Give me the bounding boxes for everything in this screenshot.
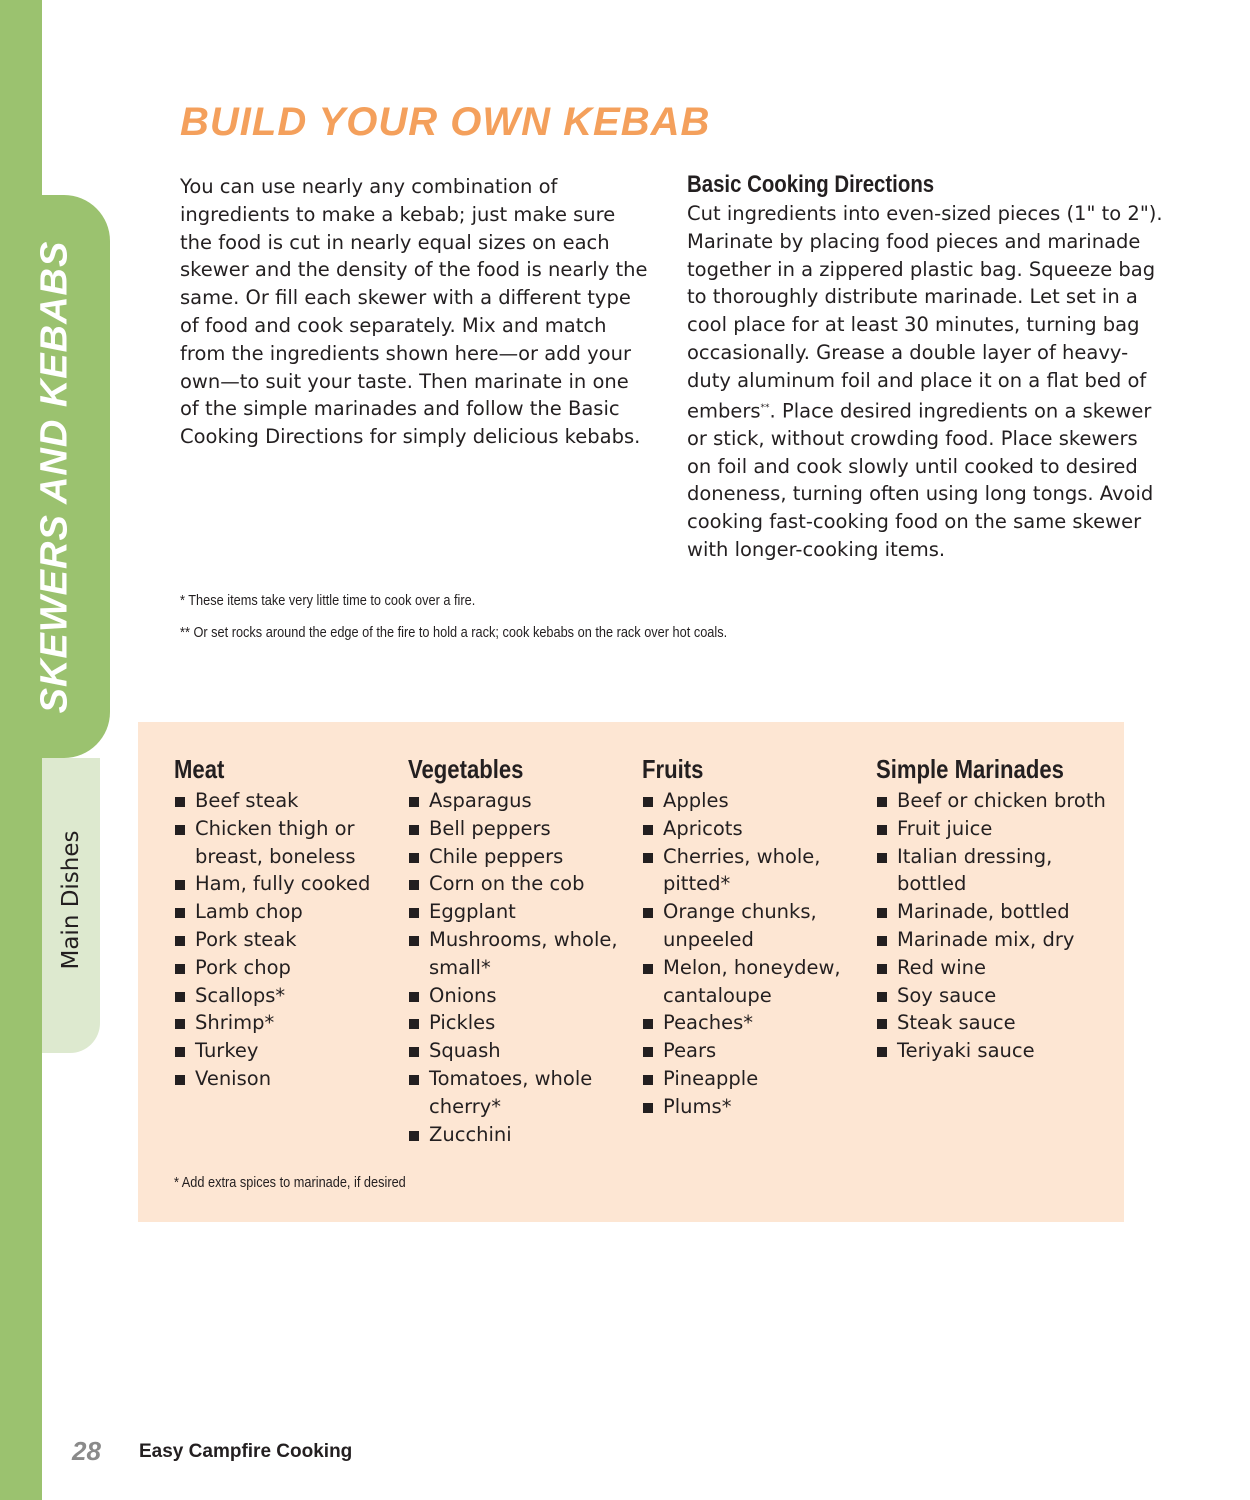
list-item: Scallops* [174, 982, 404, 1010]
list-item: Pickles [408, 1009, 638, 1037]
column-heading: Simple Marinades [876, 754, 1064, 784]
footnote-2: ** Or set rocks around the edge of the fire to hold a rack; cook kebabs on the rack over hot coals. [180, 624, 728, 641]
directions-text-a: Cut ingredients into even-sized pieces (1" to 2"). Marinate by placing food pieces and marinade together in a zippered plastic bag. Squeeze bag to thoroughly distribute marinade. Let set in a cool place for at least 30 minutes, turning bag occasionally. Grease a double layer of heavy-duty aluminum foil and place it on a flat bed of embers [687, 202, 1163, 423]
page-number: 28 [72, 1436, 101, 1466]
chapter-tab-label: Main Dishes [58, 830, 84, 970]
list-item: Venison [174, 1065, 404, 1093]
list-item: Chicken thigh or breast, boneless [174, 815, 404, 871]
list-item: Fruit juice [876, 815, 1106, 843]
list-item: Lamb chop [174, 898, 404, 926]
list-item: Plums* [642, 1093, 872, 1121]
list-item: Orange chunks, unpeeled [642, 898, 872, 954]
directions-text-b: . Place desired ingredients on a skewer or stick, without crowding food. Place skewers on foil and cook slowly until cooked to desired doneness, turning often using long tongs. Avoid cooking fast-cooking food on the same skewer with longer-cooking items. [687, 399, 1154, 562]
list-item: Onions [408, 982, 638, 1010]
list-item: Soy sauce [876, 982, 1106, 1010]
list-item: Cherries, whole, pitted* [642, 843, 872, 899]
list-item: Apricots [642, 815, 872, 843]
list-item: Red wine [876, 954, 1106, 982]
list-item: Steak sauce [876, 1009, 1106, 1037]
footnote-1: * These items take very little time to cook over a fire. [180, 592, 476, 609]
list-item: Peaches* [642, 1009, 872, 1037]
list-item: Pears [642, 1037, 872, 1065]
ingredient-list [408, 787, 638, 1148]
column-heading: Fruits [642, 754, 704, 784]
intro-paragraph: You can use nearly any combination of ingredients to make a kebab; just make sure the food is cut in nearly equal sizes on each skewer and the density of the food is nearly the same. Or fill each skewer with a different type of food and cook separately. Mix and match from the ingredients shown here—or add your own—to suit your taste. Then marinate in one of the simple marinades and follow the Basic Cooking Directions for simply delicious kebabs. [180, 175, 648, 449]
chapter-tab [42, 758, 100, 1053]
ingredient-list [642, 787, 872, 1121]
list-item: Bell peppers [408, 815, 638, 843]
page-title: BUILD YOUR OWN KEBAB [180, 100, 711, 144]
box-footnote: * Add extra spices to marinade, if desired [174, 1174, 406, 1191]
list-item: Marinade, bottled [876, 898, 1106, 926]
list-item: Squash [408, 1037, 638, 1065]
list-item: Corn on the cob [408, 870, 638, 898]
ingredient-column-meat [174, 754, 404, 1093]
ingredient-list [876, 787, 1106, 1065]
column-heading: Meat [174, 754, 225, 784]
directions-heading: Basic Cooking Directions [687, 171, 935, 198]
list-item: Teriyaki sauce [876, 1037, 1106, 1065]
list-item: Italian dressing, bottled [876, 843, 1106, 899]
list-item: Turkey [174, 1037, 404, 1065]
list-item: Beef steak [174, 787, 404, 815]
list-item: Chile peppers [408, 843, 638, 871]
list-item: Beef or chicken broth [876, 787, 1106, 815]
list-item: Pork chop [174, 954, 404, 982]
column-heading: Vegetables [408, 754, 524, 784]
list-item: Marinade mix, dry [876, 926, 1106, 954]
list-item: Apples [642, 787, 872, 815]
ingredient-column-simple-marinades [876, 754, 1106, 1065]
cooking-directions [687, 170, 1167, 564]
list-item: Shrimp* [174, 1009, 404, 1037]
ingredient-column-vegetables [408, 754, 638, 1148]
directions-text [687, 200, 1167, 564]
list-item: Asparagus [408, 787, 638, 815]
ingredients-box [138, 722, 1124, 1222]
list-item: Melon, honeydew, cantaloupe [642, 954, 872, 1010]
list-item: Mushrooms, whole, small* [408, 926, 638, 982]
footnote-mark: ** [760, 402, 770, 413]
section-tab-label: SKEWERS AND KEBABS [33, 240, 76, 714]
list-item: Ham, fully cooked [174, 870, 404, 898]
section-tab [0, 195, 110, 758]
book-title: Easy Campfire Cooking [139, 1441, 353, 1462]
ingredient-column-fruits [642, 754, 872, 1121]
list-item: Pineapple [642, 1065, 872, 1093]
list-item: Eggplant [408, 898, 638, 926]
list-item: Pork steak [174, 926, 404, 954]
list-item: Zucchini [408, 1121, 638, 1149]
ingredient-list [174, 787, 404, 1093]
list-item: Tomatoes, whole cherry* [408, 1065, 638, 1121]
